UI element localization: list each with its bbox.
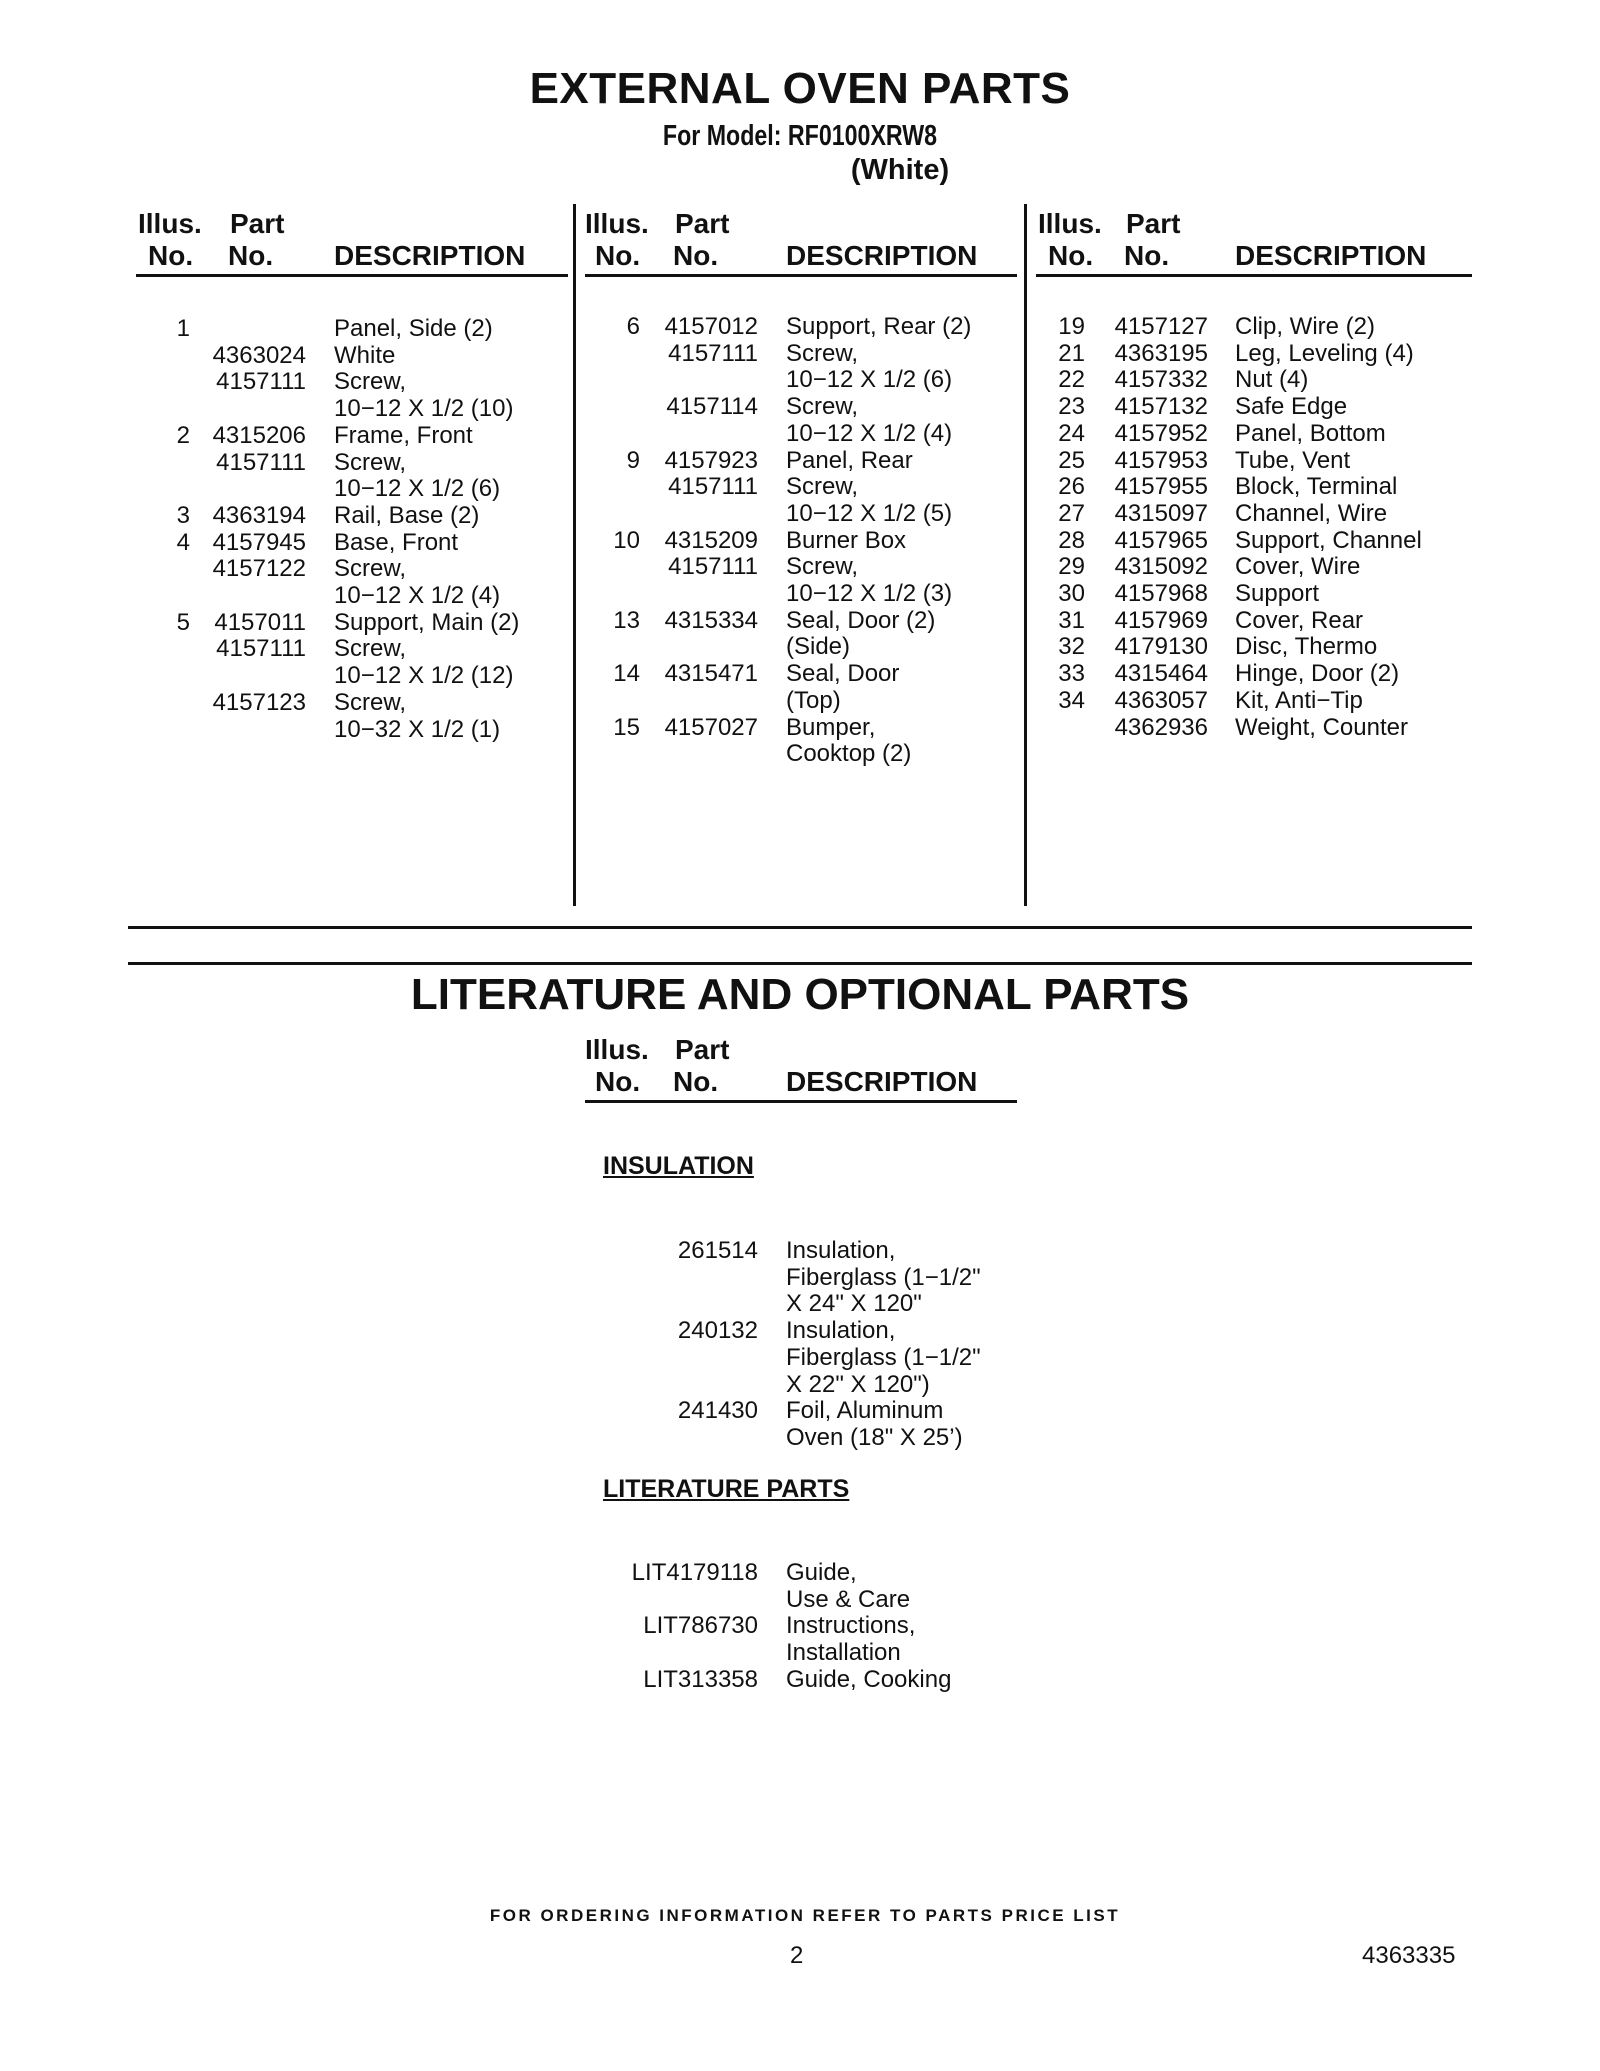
part-number: 4363194 bbox=[212, 501, 306, 529]
part-description: Rail, Base (2) bbox=[334, 501, 480, 529]
illus-number: 1 bbox=[176, 315, 190, 342]
part-description: Support bbox=[1235, 580, 1320, 607]
header-underline bbox=[1036, 274, 1472, 277]
part-number: 4315471 bbox=[664, 660, 758, 688]
table-row bbox=[0, 688, 1600, 715]
header-illus-no: No. bbox=[595, 240, 641, 271]
part-number: 4157111 bbox=[216, 368, 306, 396]
table-row bbox=[0, 554, 1600, 581]
part-description: Use & Care bbox=[786, 1585, 911, 1613]
header-illus-no: No. bbox=[148, 240, 194, 271]
illus-number: 4 bbox=[176, 528, 190, 556]
part-description: Hinge, Door (2) bbox=[1235, 660, 1400, 688]
page-number: 2 bbox=[790, 1942, 804, 1969]
part-number: 4157122 bbox=[212, 555, 306, 583]
part-number: 4157945 bbox=[212, 528, 306, 556]
part-description: 10−12 X 1/2 (6) bbox=[786, 366, 953, 394]
header-part-label: Part bbox=[230, 208, 285, 239]
part-description: Instructions, bbox=[786, 1612, 916, 1640]
part-number: LIT786730 bbox=[643, 1612, 758, 1640]
part-number: 4157027 bbox=[664, 713, 758, 741]
part-description: 10−12 X 1/2 (6) bbox=[334, 475, 501, 503]
part-description: Burner Box bbox=[786, 526, 907, 554]
header-description: DESCRIPTION bbox=[786, 240, 978, 271]
part-description: Fiberglass (1−1/2" bbox=[786, 1343, 981, 1371]
illus-number: 22 bbox=[1058, 366, 1085, 394]
table-row bbox=[0, 1667, 1600, 1694]
header-part-label: Part bbox=[675, 1034, 730, 1065]
illus-number: 26 bbox=[1058, 473, 1085, 501]
illus-number: 13 bbox=[613, 606, 640, 634]
part-description: Safe Edge bbox=[1235, 393, 1348, 421]
table-row bbox=[0, 715, 1600, 742]
part-number: 4179130 bbox=[1114, 633, 1208, 661]
section-divider bbox=[128, 926, 1472, 929]
table-row bbox=[0, 1345, 1600, 1372]
part-description: Support, Rear (2) bbox=[786, 313, 972, 340]
header-part-no: No. bbox=[673, 1066, 719, 1097]
table-row bbox=[0, 314, 1600, 341]
part-description: Screw, bbox=[334, 555, 407, 583]
table-row bbox=[0, 394, 1600, 421]
part-number: LIT4179118 bbox=[631, 1559, 758, 1586]
header-illus-label: Illus. bbox=[585, 1034, 649, 1065]
part-description: Seal, Door bbox=[786, 660, 900, 688]
part-description: Installation bbox=[786, 1639, 901, 1667]
part-number: 4157955 bbox=[1114, 473, 1208, 501]
header-underline bbox=[585, 274, 1017, 277]
model-color: (White) bbox=[850, 154, 950, 186]
header-part-label: Part bbox=[675, 208, 730, 239]
table-row bbox=[0, 741, 1600, 768]
part-number: 4157953 bbox=[1114, 446, 1208, 474]
part-number: 4157111 bbox=[668, 339, 758, 367]
table-row bbox=[0, 1398, 1600, 1425]
illus-number: 23 bbox=[1058, 393, 1085, 421]
table-row bbox=[0, 1425, 1600, 1452]
part-description: Cooktop (2) bbox=[786, 740, 912, 768]
part-description: Panel, Bottom bbox=[1235, 419, 1386, 447]
illus-number: 27 bbox=[1058, 499, 1085, 527]
part-number: 4157111 bbox=[668, 553, 758, 581]
table-row bbox=[0, 501, 1600, 528]
part-description: Screw, bbox=[334, 448, 407, 476]
table-row bbox=[0, 1587, 1600, 1614]
part-description: (Top) bbox=[786, 686, 841, 714]
part-description: Screw, bbox=[786, 393, 859, 421]
table-row bbox=[0, 1613, 1600, 1640]
header-illus-no: No. bbox=[1048, 240, 1094, 271]
header-illus-no: No. bbox=[595, 1066, 641, 1097]
illus-number: 25 bbox=[1058, 446, 1085, 474]
part-number: 4315097 bbox=[1114, 499, 1208, 527]
part-description: Insulation, bbox=[786, 1317, 896, 1345]
part-description: Support, Main (2) bbox=[334, 608, 520, 636]
header-underline bbox=[136, 274, 568, 277]
table-row bbox=[0, 634, 1600, 661]
part-description: Screw, bbox=[334, 368, 407, 396]
part-description: 10−12 X 1/2 (3) bbox=[786, 580, 953, 607]
header-description: DESCRIPTION bbox=[786, 1066, 978, 1097]
illus-number: 6 bbox=[626, 313, 640, 340]
part-number: 4157923 bbox=[664, 446, 758, 474]
part-description: Panel, Rear bbox=[786, 446, 913, 474]
part-description: Nut (4) bbox=[1235, 366, 1309, 394]
part-description: Cover, Rear bbox=[1235, 606, 1364, 634]
part-number: 4157111 bbox=[216, 635, 306, 663]
column-divider bbox=[1024, 204, 1027, 906]
illus-number: 33 bbox=[1058, 660, 1085, 688]
header-illus-label: Illus. bbox=[138, 208, 202, 239]
table-row bbox=[0, 608, 1600, 635]
part-description: Screw, bbox=[786, 473, 859, 501]
part-number: 4157111 bbox=[216, 448, 306, 476]
part-description: 10−12 X 1/2 (5) bbox=[786, 499, 953, 527]
section-heading: INSULATION bbox=[603, 1152, 754, 1180]
part-description: 10−12 X 1/2 (4) bbox=[334, 582, 501, 609]
illus-number: 10 bbox=[613, 526, 640, 554]
illus-number: 14 bbox=[613, 660, 640, 688]
header-part-no: No. bbox=[673, 240, 719, 271]
part-description: (Side) bbox=[786, 633, 851, 661]
part-number: 4157968 bbox=[1114, 580, 1208, 607]
part-number: 4157965 bbox=[1114, 526, 1208, 554]
illus-number: 28 bbox=[1058, 526, 1085, 554]
part-description: White bbox=[334, 341, 396, 369]
header-illus-label: Illus. bbox=[1038, 208, 1102, 239]
table-row bbox=[0, 1560, 1600, 1587]
table-row bbox=[0, 1265, 1600, 1292]
part-description: Channel, Wire bbox=[1235, 499, 1388, 527]
header-illus-label: Illus. bbox=[585, 208, 649, 239]
table-row bbox=[0, 341, 1600, 368]
part-description: Base, Front bbox=[334, 528, 459, 556]
illus-number: 31 bbox=[1058, 606, 1085, 634]
part-description: Seal, Door (2) bbox=[786, 606, 936, 634]
part-description: Disc, Thermo bbox=[1235, 633, 1378, 661]
part-number: 4157332 bbox=[1114, 366, 1208, 394]
part-description: 10−12 X 1/2 (10) bbox=[334, 395, 514, 423]
part-description: Clip, Wire (2) bbox=[1235, 313, 1376, 340]
illus-number: 34 bbox=[1058, 686, 1085, 714]
part-number: 4157132 bbox=[1114, 393, 1208, 421]
part-description: Fiberglass (1−1/2" bbox=[786, 1263, 981, 1291]
table-row bbox=[0, 1238, 1600, 1265]
part-number: LIT313358 bbox=[643, 1665, 758, 1693]
illus-number: 3 bbox=[176, 501, 190, 529]
part-description: Cover, Wire bbox=[1235, 553, 1361, 581]
column-divider bbox=[573, 204, 576, 906]
table-row bbox=[0, 1318, 1600, 1345]
section-divider bbox=[128, 962, 1472, 965]
part-description: X 22" X 120") bbox=[786, 1370, 930, 1398]
part-number: 4157952 bbox=[1114, 419, 1208, 447]
part-number: 241430 bbox=[677, 1397, 758, 1425]
part-number: 4315092 bbox=[1114, 553, 1208, 581]
literature-title: LITERATURE AND OPTIONAL PARTS bbox=[410, 970, 1190, 1019]
part-number: 4362936 bbox=[1114, 713, 1208, 741]
part-description: Kit, Anti−Tip bbox=[1235, 686, 1363, 714]
part-description: Guide, Cooking bbox=[786, 1665, 952, 1693]
illus-number: 32 bbox=[1058, 633, 1085, 661]
illus-number: 15 bbox=[613, 713, 640, 741]
illus-number: 9 bbox=[626, 446, 640, 474]
section-heading: LITERATURE PARTS bbox=[603, 1475, 850, 1503]
part-description: Screw, bbox=[786, 339, 859, 367]
table-row bbox=[0, 448, 1600, 475]
header-part-label: Part bbox=[1126, 208, 1181, 239]
header-part-no: No. bbox=[228, 240, 274, 271]
part-description: Support, Channel bbox=[1235, 526, 1422, 554]
part-description: Foil, Aluminum bbox=[786, 1397, 944, 1425]
header-underline bbox=[585, 1100, 1017, 1103]
illus-number: 2 bbox=[176, 421, 190, 449]
part-number: 4157011 bbox=[214, 608, 306, 636]
part-number: 4157012 bbox=[664, 313, 758, 340]
part-description: Guide, bbox=[786, 1559, 857, 1586]
part-description: 10−12 X 1/2 (12) bbox=[334, 662, 514, 690]
table-row bbox=[0, 474, 1600, 501]
illus-number: 5 bbox=[176, 608, 190, 636]
table-row bbox=[0, 661, 1600, 688]
document-number: 4363335 bbox=[1362, 1942, 1456, 1969]
part-description: 10−32 X 1/2 (1) bbox=[334, 715, 501, 743]
part-number: 4363057 bbox=[1114, 686, 1208, 714]
table-row bbox=[0, 421, 1600, 448]
part-number: 4157111 bbox=[668, 473, 758, 501]
header-description: DESCRIPTION bbox=[334, 240, 526, 271]
part-number: 4363024 bbox=[212, 341, 306, 369]
ordering-note: FOR ORDERING INFORMATION REFER TO PARTS PRICE LIST bbox=[489, 1906, 1121, 1925]
part-description: Panel, Side (2) bbox=[334, 315, 493, 342]
illus-number: 24 bbox=[1058, 419, 1085, 447]
part-description: Screw, bbox=[334, 635, 407, 663]
part-number: 4157123 bbox=[212, 688, 306, 716]
illus-number: 30 bbox=[1058, 580, 1085, 607]
part-number: 4315464 bbox=[1114, 660, 1208, 688]
table-row bbox=[0, 1372, 1600, 1399]
part-description: Screw, bbox=[786, 553, 859, 581]
part-description: Bumper, bbox=[786, 713, 876, 741]
part-number: 240132 bbox=[677, 1317, 758, 1345]
part-description: Tube, Vent bbox=[1235, 446, 1351, 474]
part-number: 4157969 bbox=[1114, 606, 1208, 634]
illus-number: 21 bbox=[1058, 339, 1085, 367]
part-description: X 24" X 120" bbox=[786, 1290, 922, 1318]
part-number: 261514 bbox=[677, 1237, 758, 1264]
part-number: 4315334 bbox=[664, 606, 758, 634]
part-description: Block, Terminal bbox=[1235, 473, 1398, 501]
illus-number: 29 bbox=[1058, 553, 1085, 581]
part-description: Weight, Counter bbox=[1235, 713, 1408, 741]
part-description: Insulation, bbox=[786, 1237, 896, 1264]
illus-number: 19 bbox=[1058, 313, 1085, 340]
part-number: 4315206 bbox=[212, 421, 306, 449]
part-number: 4363195 bbox=[1114, 339, 1208, 367]
part-number: 4315209 bbox=[664, 526, 758, 554]
part-description: 10−12 X 1/2 (4) bbox=[786, 419, 953, 447]
part-description: Screw, bbox=[334, 688, 407, 716]
part-description: Leg, Leveling (4) bbox=[1235, 339, 1414, 367]
part-number: 4157127 bbox=[1114, 313, 1208, 340]
table-row bbox=[0, 528, 1600, 555]
header-description: DESCRIPTION bbox=[1235, 240, 1427, 271]
part-description: Oven (18" X 25’) bbox=[786, 1423, 963, 1451]
model-line: For Model: RF0100XRW8 bbox=[662, 120, 938, 152]
table-row bbox=[0, 1291, 1600, 1318]
part-description: Frame, Front bbox=[334, 421, 473, 449]
header-part-no: No. bbox=[1124, 240, 1170, 271]
table-row bbox=[0, 1640, 1600, 1667]
page-title: EXTERNAL OVEN PARTS bbox=[529, 64, 1071, 113]
part-number: 4157114 bbox=[666, 393, 758, 421]
table-row bbox=[0, 367, 1600, 394]
table-row bbox=[0, 581, 1600, 608]
